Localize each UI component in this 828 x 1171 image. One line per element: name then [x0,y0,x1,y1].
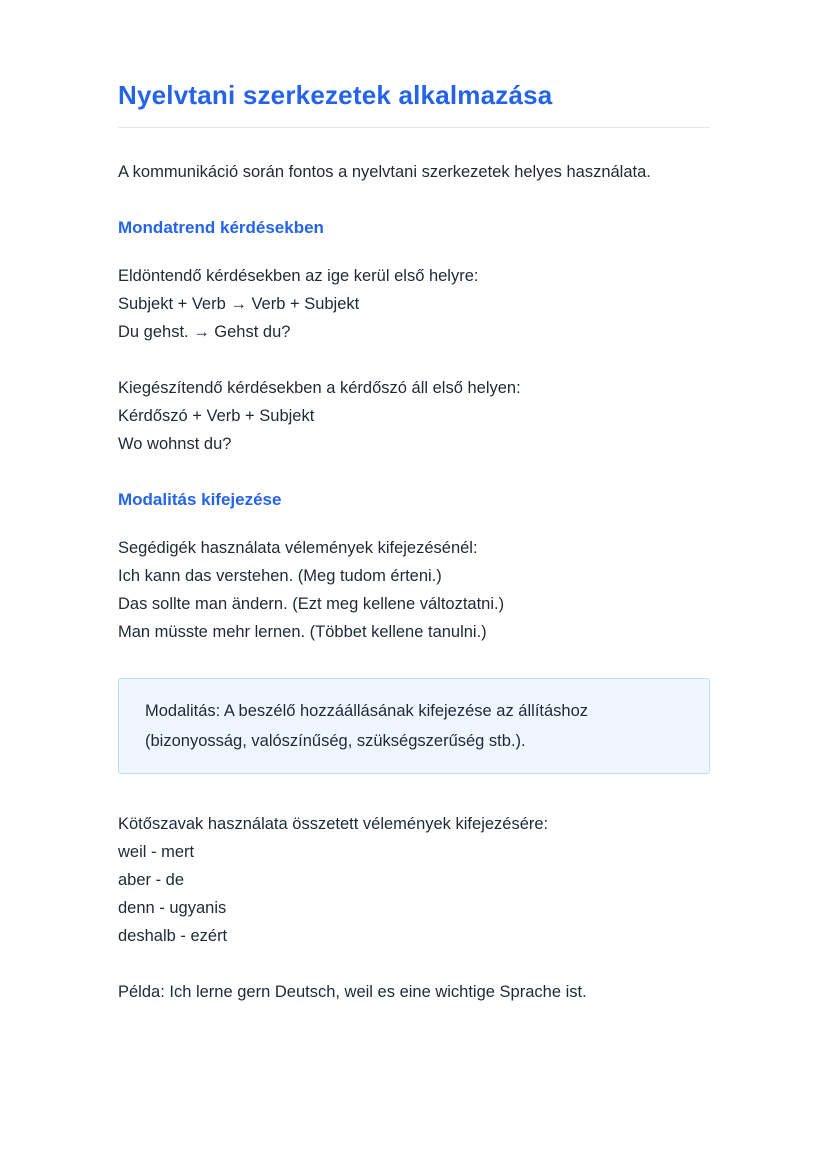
text-line: Ich kann das verstehen. (Meg tudom érteni.) [118,567,442,585]
modality-callout-box: Modalitás: A beszélő hozzáállásának kifejezése az állításhoz (bizonyosság, valószínűség, szükségszerűség stb.). [118,678,710,774]
text-line: Das sollte man ändern. (Ezt meg kellene változtatni.) [118,595,505,613]
text-line: Du gehst. → Gehst du? [118,323,291,341]
modality-paragraph-1 [118,534,710,646]
text-line: denn - ugyanis [118,899,227,917]
example-paragraph: Példa: Ich lerne gern Deutsch, weil es eine wichtige Sprache ist. [118,983,587,1001]
text-line: Wo wohnst du? [118,435,232,453]
text-line: weil - mert [118,843,195,861]
title-divider [118,127,710,128]
text-line: Subjekt + Verb → Verb + Subjekt [118,295,360,313]
text-line: Kiegészítendő kérdésekben a kérdőszó áll első helyen: [118,379,521,397]
text-line: Eldöntendő kérdésekben az ige kerül első helyre: [118,267,479,285]
word-order-paragraph-2 [118,374,710,458]
text-line: Man müsste mehr lernen. (Többet kellene tanulni.) [118,623,487,641]
intro-paragraph: A kommunikáció során fontos a nyelvtani szerkezetek helyes használata. [118,163,651,181]
page-title: Nyelvtani szerkezetek alkalmazása [118,80,553,110]
text-line: deshalb - ezért [118,927,228,945]
section-heading-modality: Modalitás kifejezése [118,490,282,509]
text-line: Kérdőszó + Verb + Subjekt [118,407,315,425]
text-line: Segédigék használata vélemények kifejezésénél: [118,539,478,557]
text-line: Kötőszavak használata összetett vélemények kifejezésére: [118,815,549,833]
text-line: aber - de [118,871,185,889]
word-order-paragraph-1 [118,262,710,346]
section-heading-word-order: Mondatrend kérdésekben [118,218,324,237]
conjunctions-paragraph [118,810,710,950]
